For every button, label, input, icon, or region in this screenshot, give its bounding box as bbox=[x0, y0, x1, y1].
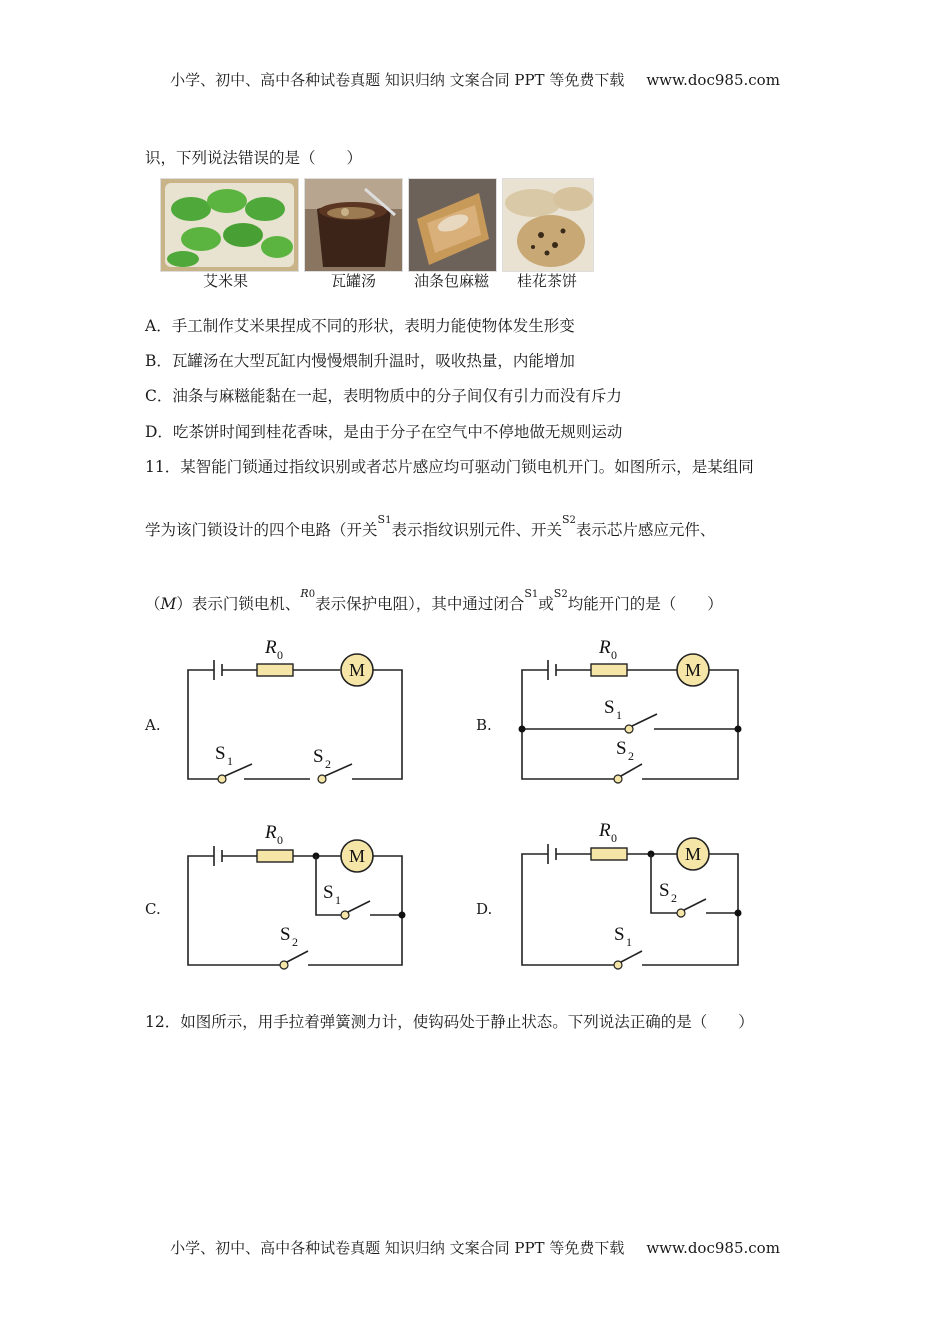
header-url[interactable]: www.doc985.com bbox=[646, 71, 780, 89]
svg-text:S: S bbox=[215, 743, 226, 764]
circuit-c-label: C. bbox=[145, 900, 161, 918]
svg-text:1: 1 bbox=[335, 893, 341, 907]
switch-s1-pivot bbox=[218, 775, 226, 783]
q11-line2-c: 表示芯片感应元件、 bbox=[575, 521, 716, 539]
q11-line1: 11．某智能门锁通过指纹识别或者芯片感应均可驱动门锁电机开门。如图所示，是某组同 bbox=[145, 458, 754, 476]
svg-text:2: 2 bbox=[671, 891, 677, 905]
svg-text:S: S bbox=[614, 924, 625, 945]
resistor-r0 bbox=[257, 664, 293, 676]
svg-text:1: 1 bbox=[626, 935, 632, 949]
svg-text:0: 0 bbox=[277, 648, 283, 662]
svg-text:S: S bbox=[313, 746, 324, 767]
resistor-r0 bbox=[257, 850, 293, 862]
svg-text:R: R bbox=[265, 637, 277, 658]
svg-text:S: S bbox=[616, 738, 627, 759]
svg-text:1: 1 bbox=[616, 708, 622, 722]
switch-s2-pivot bbox=[614, 775, 622, 783]
circuit-b-label: B. bbox=[476, 716, 492, 734]
svg-text:S: S bbox=[604, 697, 615, 718]
svg-text:0: 0 bbox=[611, 831, 617, 845]
q10-intro: 识，下列说法错误的是（ ） bbox=[145, 149, 363, 167]
svg-text:R: R bbox=[599, 637, 611, 658]
svg-text:S: S bbox=[659, 880, 670, 901]
resistor-r0 bbox=[591, 664, 627, 676]
footer-url[interactable]: www.doc985.com bbox=[646, 1239, 780, 1257]
q10-option-a: A．手工制作艾米果捏成不同的形状，表明力能使物体发生形变 bbox=[145, 317, 575, 335]
svg-text:S: S bbox=[323, 882, 334, 903]
symbol-r0: R0 bbox=[300, 587, 316, 600]
switch-s2-pivot bbox=[318, 775, 326, 783]
switch-s2-pivot bbox=[280, 961, 288, 969]
svg-text:M: M bbox=[685, 844, 702, 864]
q10-option-b: B．瓦罐汤在大型瓦缸内慢慢煨制升温时，吸收热量，内能增加 bbox=[145, 352, 575, 370]
svg-text:0: 0 bbox=[277, 833, 283, 847]
svg-text:M: M bbox=[349, 846, 366, 866]
svg-text:0: 0 bbox=[611, 648, 617, 662]
svg-text:1: 1 bbox=[227, 754, 233, 768]
page-footer bbox=[0, 1237, 950, 1258]
circuit-a-label: A. bbox=[145, 716, 161, 734]
q12-text: 12．如图所示，用手拉着弹簧测力计，使钩码处于静止状态。下列说法正确的是（ ） bbox=[145, 1013, 754, 1031]
symbol-s2-b: S2 bbox=[553, 587, 568, 600]
circuit-d bbox=[522, 820, 742, 969]
svg-text:S: S bbox=[280, 924, 291, 945]
symbol-m: M bbox=[160, 595, 177, 613]
switch-s2-pivot bbox=[677, 909, 685, 917]
symbol-s2: S2 bbox=[561, 513, 576, 526]
q10-option-d: D．吃茶饼时闻到桂花香味，是由于分子在空气中不停地做无规则运动 bbox=[145, 423, 623, 441]
circuit-c bbox=[188, 822, 406, 969]
svg-text:2: 2 bbox=[292, 935, 298, 949]
svg-text:M: M bbox=[349, 660, 366, 680]
switch-s1-pivot bbox=[614, 961, 622, 969]
q11-line3: （M）表示门锁电机、R0表示保护电阻），其中通过闭合S1或S2均能开门的是（ ） bbox=[145, 587, 723, 613]
q11-line2-a: 学为该门锁设计的四个电路（开关 bbox=[145, 521, 378, 539]
header-text: 小学、初中、高中各种试卷真题 知识归纳 文案合同 PPT 等免费下载 bbox=[170, 71, 625, 89]
symbol-s1: S1 bbox=[377, 513, 392, 526]
switch-s1-pivot bbox=[625, 725, 633, 733]
junction bbox=[735, 726, 742, 733]
caption-chabing: 桂花茶饼 bbox=[517, 272, 578, 290]
circuit-a bbox=[188, 637, 402, 783]
svg-text:2: 2 bbox=[325, 757, 331, 771]
junction bbox=[519, 726, 526, 733]
svg-text:2: 2 bbox=[628, 749, 634, 763]
caption-aimiguo: 艾米果 bbox=[203, 272, 249, 290]
circuit-d-label: D. bbox=[476, 900, 493, 918]
footer-text: 小学、初中、高中各种试卷真题 知识归纳 文案合同 PPT 等免费下载 bbox=[170, 1239, 625, 1257]
q10-option-c: C．油条与麻糍能黏在一起，表明物质中的分子间仅有引力而没有斥力 bbox=[145, 387, 622, 405]
svg-text:R: R bbox=[265, 822, 277, 843]
caption-youtiao: 油条包麻糍 bbox=[414, 272, 490, 290]
circuit-b bbox=[519, 637, 742, 783]
q11-line2-b: 表示指纹识别元件、开关 bbox=[391, 521, 562, 539]
symbol-s1-b: S1 bbox=[524, 587, 539, 600]
switch-s1-pivot bbox=[341, 911, 349, 919]
resistor-r0 bbox=[591, 848, 627, 860]
svg-text:M: M bbox=[685, 660, 702, 680]
svg-text:R: R bbox=[599, 820, 611, 841]
caption-waguantang: 瓦罐汤 bbox=[331, 272, 377, 290]
